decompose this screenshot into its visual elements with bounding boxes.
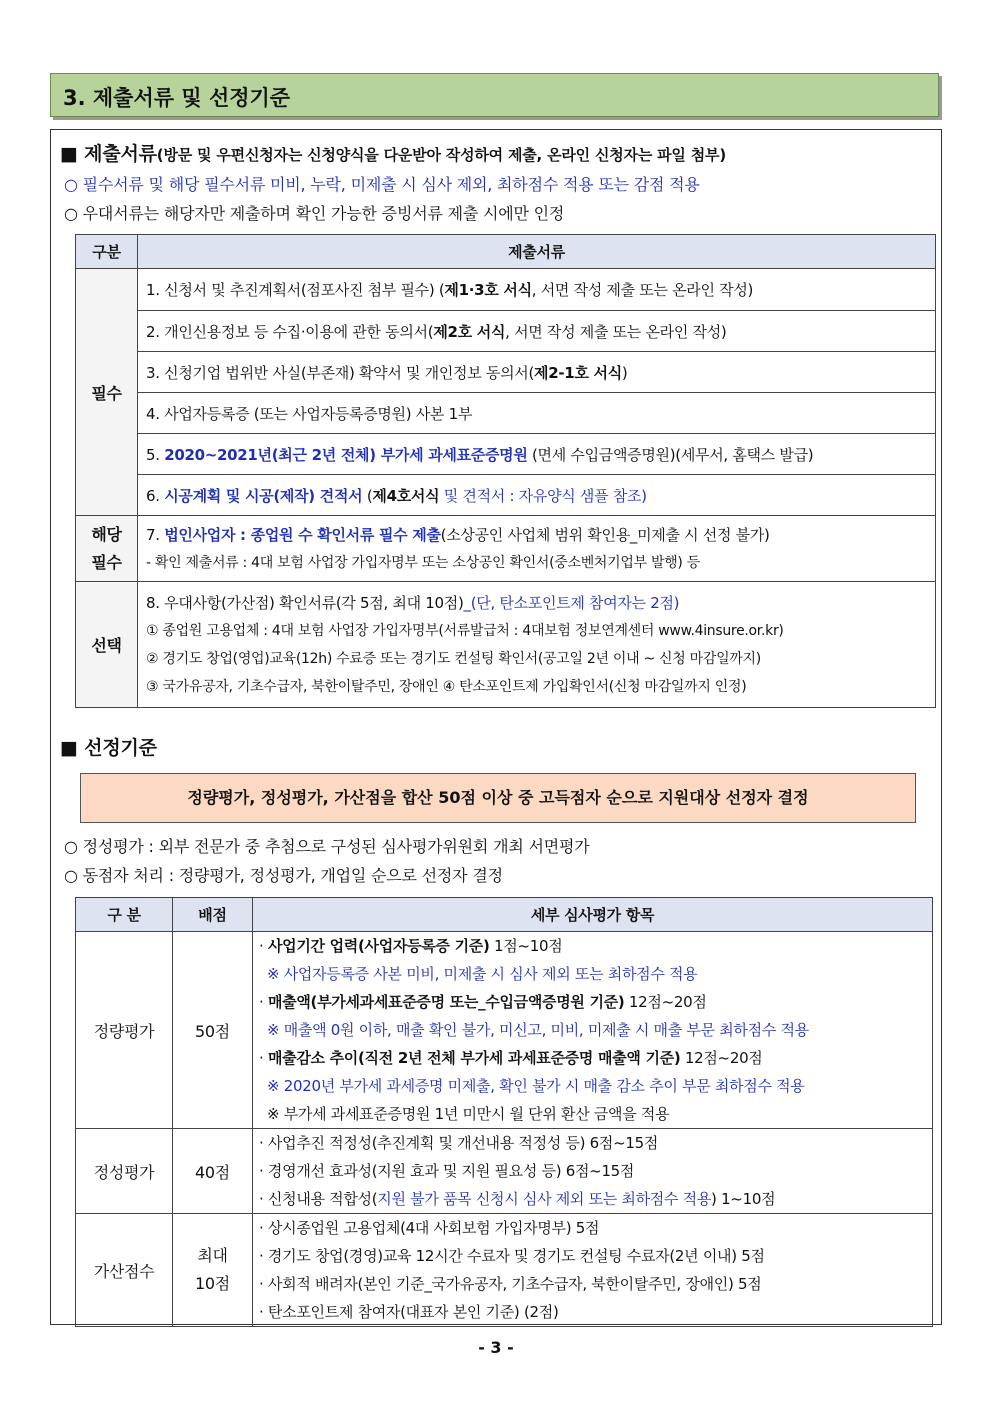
doc-row-6: 6. 시공계획 및 시공(제작) 견적서 (제4호서식 및 견적서 : 자유양식 샘플 참조) [138, 475, 936, 516]
qual-items: · 사업추진 적정성(추진계획 및 개선내용 적정성 등) 6점~15점 · 경영개선 효과성(지원 효과 및 지원 필요성 등) 6점~15점 · 신청내용 적합성(지원 불가 품목 신청시 심사 제외 또는 최하점수 적용) 1~10점 [253, 1129, 933, 1214]
doc-row-3: 3. 신청기업 법위반 사실(부존재) 확약서 및 개인정보 동의서(제2-1호 서식) [138, 352, 936, 393]
page-number: - 3 - [478, 1338, 514, 1357]
criteria-table [75, 897, 933, 1327]
cat-applicable: 해당 필수 [76, 516, 138, 582]
criteria-heading: ■ 선정기준 [60, 737, 157, 759]
criteria-note-2: ○ 동점자 처리 : 정량평가, 정성평가, 개업일 순으로 선정자 결정 [64, 866, 503, 885]
doc-row-5: 5. 2020~2021년(최근 2년 전체) 부가세 과세표준증명원 (면세 수입금액증명원)(세무서, 홈택스 발급) [138, 434, 936, 475]
doc-row-2: 2. 개인신용정보 등 수집·이용에 관한 동의서(제2호 서식, 서면 작성 제출 또는 온라인 작성) [138, 311, 936, 352]
cat-optional: 선택 [76, 582, 138, 708]
docs-note-2: ○ 우대서류는 해당자만 제출하며 확인 가능한 증빙서류 제출 시에만 인정 [64, 204, 565, 223]
criteria-box: 정량평가, 정성평가, 가산점을 합산 50점 이상 중 고득점자 순으로 지원대상 선정자 결정 [80, 773, 916, 823]
cat-required: 필수 [76, 269, 138, 516]
bonus-items: · 상시종업원 고용업체(4대 사회보험 가입자명부) 5점 · 경기도 창업(경영)교육 12시간 수료자 및 경기도 컨설팅 수료자(2년 이내) 5점 · 사회적 배려자(본인 기준_국가유공자, 기초수급자, 북한이탈주민, 장애인) 5점 · 탄소포인트제 참여자(대표자 본인 기준) (2점) [253, 1214, 933, 1327]
bonus-cat: 가산점수 [76, 1214, 173, 1327]
criteria-note-1: ○ 정성평가 : 외부 전문가 중 추첨으로 구성된 심사평가위원회 개최 서면평가 [64, 837, 590, 856]
doc-row-1: 1. 신청서 및 추진계획서(점포사진 첨부 필수) (제1·3호 서식, 서면 작성 제출 또는 온라인 작성) [138, 269, 936, 311]
section-header [50, 73, 939, 117]
doc-row-8: 8. 우대사항(가산점) 확인서류(각 5점, 최대 10점)_(단, 탄소포인트제 참여자는 2점) ① 종업원 고용업체 : 4대 보험 사업장 가입자명부(서류발급처 : 4대보험 정보연계센터 www.4insure.or.kr) ② 경기도 창업(영업)교육(12h) 수료증 또는 경기도 컨설팅 확인서(공고일 2년 이내 ~ 신청 마감일까지) ③ 국가유공자, 기초수급자, 북한이탈주민, 장애인 ④ 탄소포인트제 가입확인서(신청 마감일까지 인정) [138, 582, 936, 708]
doc-row-4: 4. 사업자등록증 (또는 사업자등록증명원) 사본 1부 [138, 393, 936, 434]
docs-col-docs: 제출서류 [138, 235, 936, 269]
qual-cat: 정성평가 [76, 1129, 173, 1214]
quant-score: 50점 [173, 932, 253, 1129]
qual-score: 40점 [173, 1129, 253, 1214]
crit-col-cat: 구 분 [76, 898, 173, 932]
doc-row-7: 7. 법인사업자 : 종업원 수 확인서류 필수 제출(소상공인 사업체 범위 확인용_미제출 시 선정 불가) - 확인 제출서류 : 4대 보험 사업장 가입자명부 또는 소상공인 확인서(중소벤처기업부 발행) 등 [138, 516, 936, 582]
docs-heading-sub: (방문 및 우편신청자는 신청양식을 다운받아 작성하여 제출, 온라인 신청자는 파일 첨부) [156, 146, 726, 164]
quant-items: · 사업기간 업력(사업자등록증 기준) 1점~10점 ※ 사업자등록증 사본 미비, 미제출 시 심사 제외 또는 최하점수 적용 · 매출액(부가세과세표준증명 또는_수입금액증명원 기준) 12점~20점 ※ 매출액 0원 이하, 매출 확인 불가, 미신고, 미비, 미제출 시 매출 부문 최하점수 적용 · 매출감소 추이(직전 2년 전체 부가세 과세표준증명 매출액 기준) 12점~20점 ※ 2020년 부가세 과세증명 미제출, 확인 불가 시 매출 감소 추이 부문 최하점수 적용 ※ 부가세 과세표준증명원 1년 미만시 월 단위 환산 금액을 적용 [253, 932, 933, 1129]
bonus-score: 최대 10점 [173, 1214, 253, 1327]
docs-note-1: ○ 필수서류 및 해당 필수서류 미비, 누락, 미제출 시 심사 제외, 최하점수 적용 또는 감점 적용 [64, 175, 700, 194]
docs-heading [60, 139, 726, 166]
docs-table [75, 234, 936, 708]
docs-col-cat: 구분 [76, 235, 138, 269]
docs-heading-text: ■ 제출서류 [60, 143, 157, 165]
section-title: 3. 제출서류 및 선정기준 [63, 86, 291, 110]
quant-cat: 정량평가 [76, 932, 173, 1129]
crit-col-score: 배점 [173, 898, 253, 932]
crit-col-items: 세부 심사평가 항목 [253, 898, 933, 932]
